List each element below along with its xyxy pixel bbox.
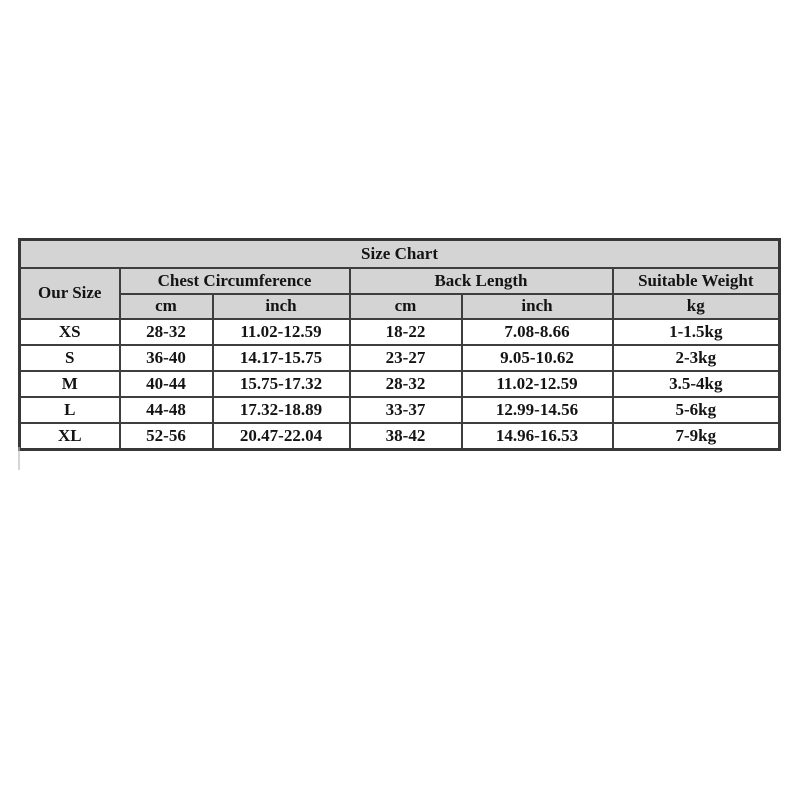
table-row-xl xyxy=(20,423,780,450)
table-row-s xyxy=(20,345,780,371)
weight-cell: 2-3kg xyxy=(613,345,780,371)
chest-cm-cell: 40-44 xyxy=(120,371,213,397)
chest-inch-cell: 14.17-15.75 xyxy=(213,345,350,371)
stray-border-artifact xyxy=(18,447,20,470)
chest-cm-cell: 52-56 xyxy=(120,423,213,450)
table-row-xs xyxy=(20,319,780,345)
chest-cm-cell: 36-40 xyxy=(120,345,213,371)
back-inch-cell: 7.08-8.66 xyxy=(462,319,613,345)
size-cell: M xyxy=(20,371,120,397)
unit-header-chest-cm: cm xyxy=(120,294,213,319)
back-inch-cell: 11.02-12.59 xyxy=(462,371,613,397)
chest-inch-cell: 15.75-17.32 xyxy=(213,371,350,397)
unit-header-weight-kg: kg xyxy=(613,294,780,319)
back-inch-cell: 9.05-10.62 xyxy=(462,345,613,371)
table-row-l xyxy=(20,397,780,423)
column-header-our-size: Our Size xyxy=(20,268,120,319)
unit-header-back-inch: inch xyxy=(462,294,613,319)
unit-header-row xyxy=(20,294,780,319)
back-inch-cell: 12.99-14.56 xyxy=(462,397,613,423)
back-cm-cell: 18-22 xyxy=(350,319,462,345)
size-cell: XL xyxy=(20,423,120,450)
chest-inch-cell: 20.47-22.04 xyxy=(213,423,350,450)
size-cell: S xyxy=(20,345,120,371)
back-cm-cell: 23-27 xyxy=(350,345,462,371)
table-row-m xyxy=(20,371,780,397)
column-header-chest-circumference: Chest Circumference xyxy=(120,268,350,294)
unit-header-back-cm: cm xyxy=(350,294,462,319)
chest-cm-cell: 28-32 xyxy=(120,319,213,345)
group-header-row xyxy=(20,268,780,294)
chest-cm-cell: 44-48 xyxy=(120,397,213,423)
title-row xyxy=(20,240,780,269)
size-chart-table xyxy=(18,238,781,451)
chest-inch-cell: 11.02-12.59 xyxy=(213,319,350,345)
unit-header-chest-inch: inch xyxy=(213,294,350,319)
weight-cell: 3.5-4kg xyxy=(613,371,780,397)
size-cell: L xyxy=(20,397,120,423)
table-title: Size Chart xyxy=(20,240,780,269)
back-cm-cell: 28-32 xyxy=(350,371,462,397)
chest-inch-cell: 17.32-18.89 xyxy=(213,397,350,423)
back-cm-cell: 38-42 xyxy=(350,423,462,450)
column-header-back-length: Back Length xyxy=(350,268,613,294)
back-inch-cell: 14.96-16.53 xyxy=(462,423,613,450)
column-header-suitable-weight: Suitable Weight xyxy=(613,268,780,294)
weight-cell: 5-6kg xyxy=(613,397,780,423)
size-cell: XS xyxy=(20,319,120,345)
weight-cell: 7-9kg xyxy=(613,423,780,450)
weight-cell: 1-1.5kg xyxy=(613,319,780,345)
back-cm-cell: 33-37 xyxy=(350,397,462,423)
